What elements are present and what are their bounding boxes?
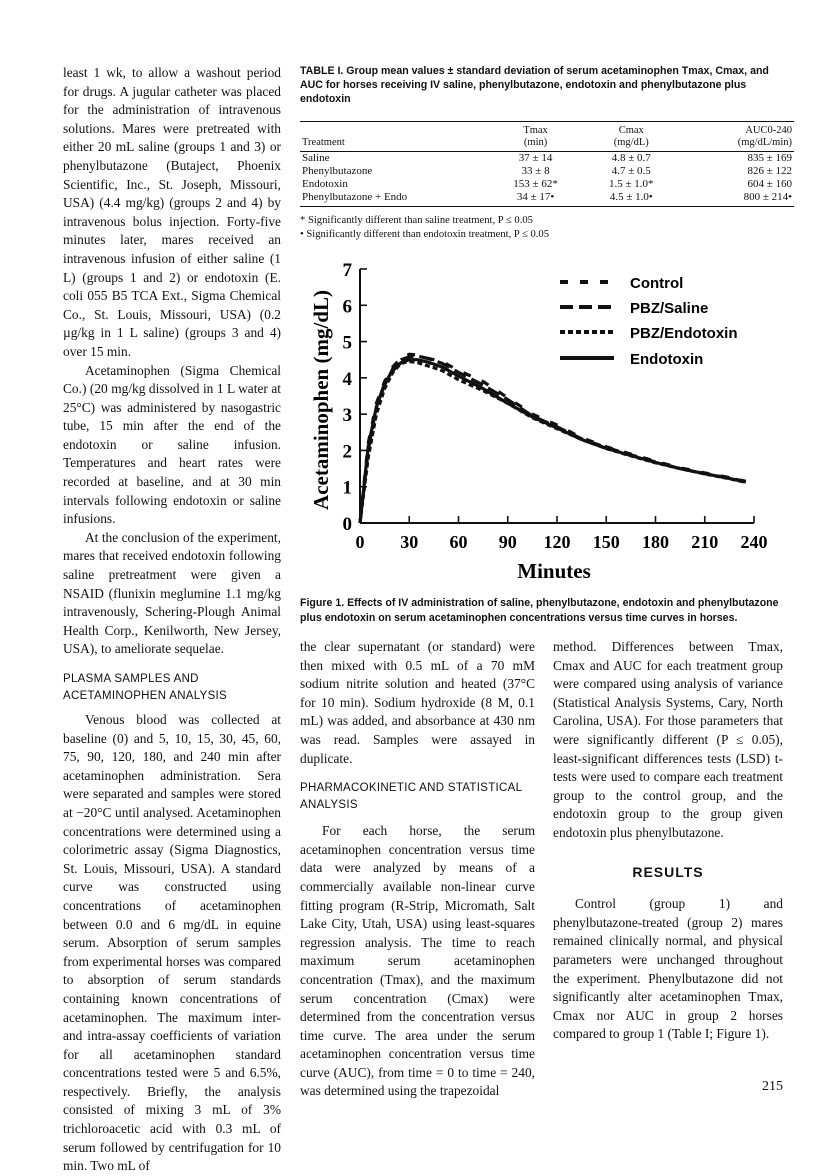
x-tick-label: 30	[400, 532, 419, 552]
paragraph: least 1 wk, to allow a washout period for drugs. A jugular catheter was placed for the administration of intravenous solutions. Mares were pretreated with either 20 mL saline (groups 1 and 3) or phenylbutazone (Butaject, Phoenix Scientific, Inc., St. Joseph, Missouri, USA) (4.4 mg/kg) (groups 2 and 4) by intravenous bolus injection. Forty-five minutes later, mares received an intravenous infusion of either saline (1 L) (groups 1 and 2) or endotoxin (E. coli 055 B5 TCA Ext., Sigma Chemical Co., St. Louis, Missouri, USA) (0.2 µg/kg in 1 L saline) (groups 3 and 4) over 15 min.	[63, 65, 281, 359]
x-tick-label: 120	[543, 532, 571, 552]
series-line-endotoxin	[360, 360, 746, 523]
table-row: Phenylbutazone 33 ± 8 4.7 ± 0.5 826 ± 122	[302, 165, 792, 177]
y-tick-label: 4	[342, 368, 352, 390]
y-tick-label: 2	[342, 441, 352, 463]
middle-column	[300, 638, 535, 1101]
x-tick-label: 180	[642, 532, 669, 552]
figure-caption: Figure 1. Effects of IV administration of saline, phenylbutazone, endotoxin and phenylbutazone plus endotoxin on serum acetaminophen concentrations versus time curves in horses.	[300, 597, 779, 624]
x-tick-label: 150	[592, 532, 620, 552]
section-heading: PHARMACOKINETIC AND STATISTICAL ANALYSIS	[300, 782, 522, 812]
table-caption: TABLE I. Group mean values ± standard deviation of serum acetaminophen Tmax, Cmax, and AUC for horses receiving IV saline, phenylbutazone, endotoxin and phenylbutazone plus endotoxin	[300, 65, 769, 105]
y-tick-label: 3	[342, 405, 352, 427]
header-cmax: Cmax (mg/dL)	[583, 122, 679, 152]
header-auc: AUC0-240 (mg/dL/min)	[679, 122, 794, 152]
y-tick-label: 5	[342, 332, 352, 354]
header-treatment: Treatment	[300, 122, 488, 152]
chart-series	[360, 354, 746, 523]
x-tick-label: 90	[498, 532, 517, 552]
y-tick-label: 1	[342, 477, 352, 499]
x-tick-label: 210	[691, 532, 719, 552]
y-tick-label: 0	[342, 514, 352, 535]
series-line-pbz-saline	[360, 356, 746, 523]
x-axis-label: Minutes	[517, 559, 591, 583]
page-number: 215	[762, 1079, 783, 1094]
paragraph: For each horse, the serum acetaminophen concentration versus time data were analyzed by means of a commercially available non-linear curve fitting program (R-Strip, Micromath, Salt Lake City, Utah, USA) using least-squares regression analysis. The time to reach maximum serum acetaminophen concentration (Tmax), and the maximum serum concentration (Cmax) were determined from the concentration versus time curve. The area under the serum acetaminophen concentration versus time curve (AUC), from time = 0 to time = 240, was determined using the trapezoidal	[300, 823, 535, 1099]
paragraph: the clear supernatant (or standard) were then mixed with 0.5 mL of a 70 mM sodium nitrite solution and heated (37°C for 10 min). Sodium hydroxide (8 M, 0.1 mL) was added, and absorbance at 430 nm was read. Samples were assayed in duplicate.	[300, 639, 535, 766]
legend-label: Endotoxin	[630, 351, 704, 368]
x-tick-label: 0	[355, 532, 365, 552]
section-heading: PLASMA SAMPLES AND ACETAMINOPHEN ANALYSIS	[63, 673, 228, 702]
results-heading: RESULTS	[632, 863, 704, 880]
series-line-control	[360, 354, 746, 523]
right-column	[553, 638, 783, 1044]
legend-label: Control	[630, 275, 684, 292]
acetaminophen-chart	[298, 252, 798, 592]
table-row: Phenylbutazone + Endo 34 ± 17• 4.5 ± 1.0• 800 ± 214•	[300, 191, 794, 207]
left-column	[63, 64, 281, 1176]
paragraph: Control (group 1) and phenylbutazone-treated (group 2) mares remained clinically normal, and physical parameters were unchanged throughout the experiment. Phenylbutazone did not significantly alter acetaminophen Tmax, Cmax nor AUC in group 2 horses compared to group 1 (Table I; Figure 1).	[553, 896, 783, 1042]
paragraph: Venous blood was collected at baseline (0) and 5, 10, 15, 30, 45, 60, 75, 90, 120, 180, and 240 min after acetaminophen administration. Sera were separated and samples were stored at −20°C until analysed. Acetaminophen concentrations were determined using a colorimetric assay (Sigma Diagnostics, St. Louis, Missouri, USA). A standard curve was constructed using concentrations of acetaminophen between 0.0 and 6 mg/dL in equine serum. Absorption of serum samples from experimental horses was compared to absorption of serum standards containing known concentrations of acetaminophen. The maximum inter- and intra-assay coefficients of variation for all acetaminophen standard concentrations tested were 5 and 6.5%, respectively. Briefly, the analysis consisted of mixing 3 mL of 3% trichloroacetic acid with 0.3 mL of serum followed by centrifugation for 10 min. Two mL of	[63, 712, 281, 1174]
y-tick-label: 6	[342, 296, 352, 318]
data-table	[300, 121, 794, 207]
y-tick-label: 7	[342, 260, 352, 281]
paragraph: Acetaminophen (Sigma Chemical Co.) (20 mg/kg dissolved in 1 L water at 25°C) was administered by nasogastric tube, 15 min after the end of the endotoxin or saline infusion. Temperatures and heart rates were recorded at baseline, and at 30 min intervals following endotoxin or saline infusions.	[63, 362, 281, 527]
table-footnote-endotoxin: • Significantly different than endotoxin treatment, P ≤ 0.05	[300, 229, 550, 240]
paragraph: At the conclusion of the experiment, mares that received endotoxin following saline pretreatment were given a NSAID (flunixin meglumine 1.1 mg/kg intravenously, Schering-Plough Animal Health Corp., Kenilworth, New Jersey, USA), to ameliorate sequelae.	[63, 529, 281, 657]
table-row: Endotoxin 153 ± 62* 1.5 ± 1.0* 604 ± 160	[302, 178, 792, 190]
header-tmax: Tmax (min)	[488, 122, 584, 152]
series-line-pbz-endotoxin	[360, 362, 746, 524]
y-axis-label: Acetaminophen (mg/dL)	[309, 290, 333, 510]
legend-label: PBZ/Saline	[630, 300, 709, 317]
table-row: Saline 37 ± 14 4.8 ± 0.7 835 ± 169	[302, 152, 792, 164]
x-tick-label: 60	[449, 532, 468, 552]
paragraph: method. Differences between Tmax, Cmax and AUC for each treatment group were compared using analysis of variance (Statistical Analysis Systems, Cary, North Carolina, USA). For those parameters that were significantly different (P ≤ 0.05), least-significant differences tests (LSD) t-tests were used to compare each treatment group to the control group, and the endotoxin group to the group given endotoxin plus phenylbutazone.	[553, 639, 783, 840]
legend-label: PBZ/Endotoxin	[630, 325, 738, 342]
table-footnote-saline: * Significantly different than saline treatment, P ≤ 0.05	[300, 215, 533, 226]
chart-legend	[560, 275, 738, 368]
x-tick-label: 240	[740, 532, 768, 552]
